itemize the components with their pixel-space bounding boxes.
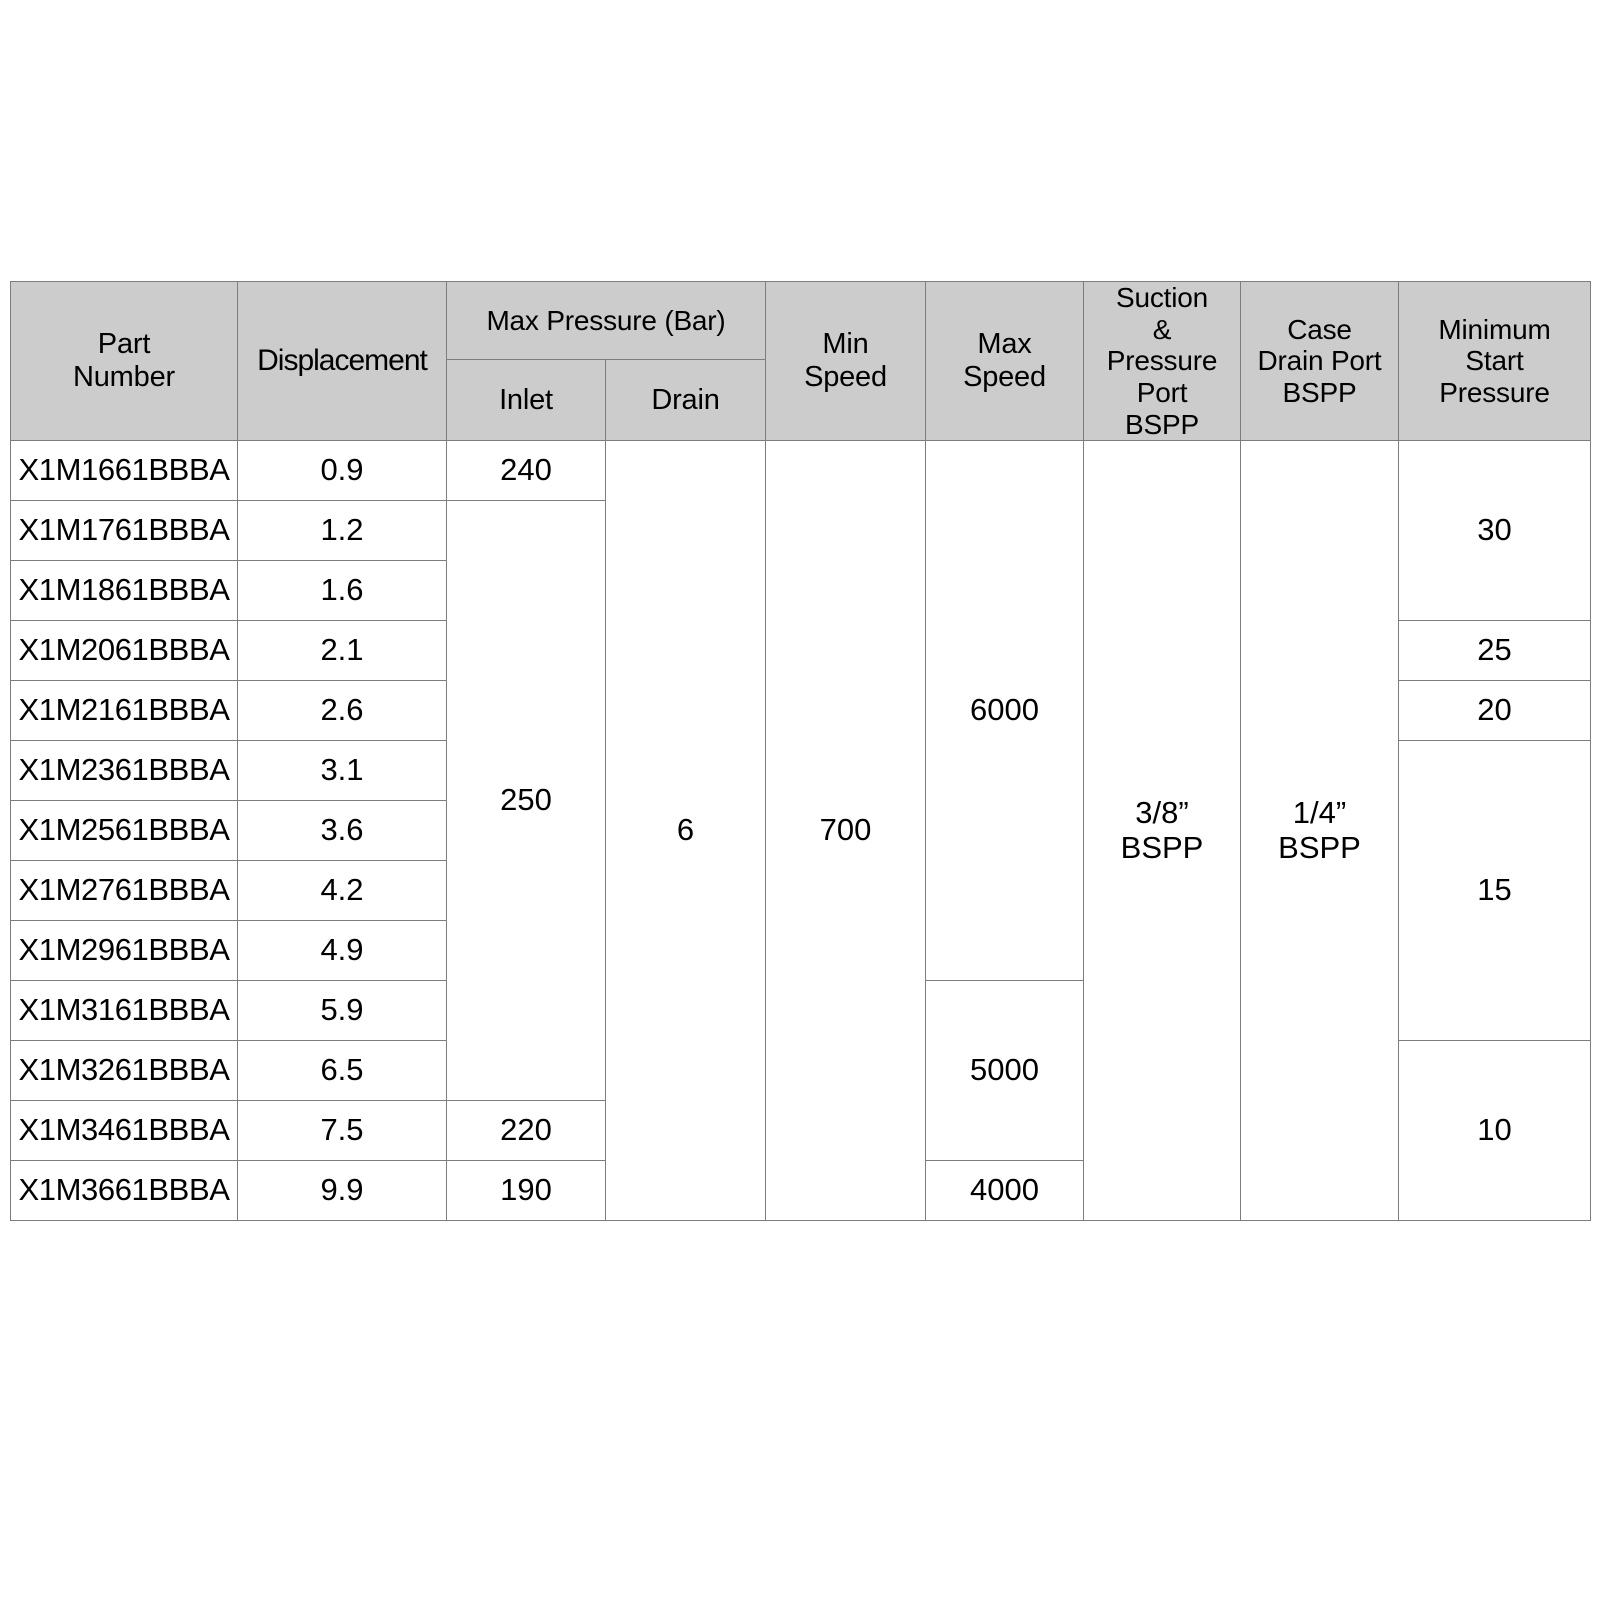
header-min-start-line3: Pressure bbox=[1439, 376, 1550, 408]
cell-case-drain-port bbox=[1241, 441, 1399, 1221]
header-min-speed-line2: Speed bbox=[804, 361, 887, 394]
header-max-speed-line1: Max bbox=[977, 328, 1032, 361]
cell-minimum-start-pressure: 15 bbox=[1399, 741, 1591, 1041]
cell-displacement: 4.2 bbox=[238, 861, 447, 921]
header-min-start-line2: Start bbox=[1465, 345, 1524, 377]
cell-part-number: X1M2061BBBA bbox=[11, 621, 238, 681]
cell-displacement: 0.9 bbox=[238, 441, 447, 501]
cell-suction-line2: BSPP bbox=[1120, 829, 1204, 865]
cell-minimum-start-pressure: 30 bbox=[1399, 441, 1591, 621]
header-row-1 bbox=[11, 282, 1591, 360]
cell-minimum-start-pressure: 25 bbox=[1399, 621, 1591, 681]
header-case-drain-port bbox=[1241, 282, 1399, 441]
cell-displacement: 5.9 bbox=[238, 981, 447, 1041]
cell-displacement: 1.2 bbox=[238, 501, 447, 561]
cell-displacement: 4.9 bbox=[238, 921, 447, 981]
cell-minimum-start-pressure: 20 bbox=[1399, 681, 1591, 741]
hydraulic-pump-specification-table bbox=[10, 281, 1591, 1221]
header-min-speed-line1: Min bbox=[822, 328, 869, 361]
header-part-number-line1: Part bbox=[97, 328, 151, 361]
header-minimum-start-pressure bbox=[1399, 282, 1591, 441]
header-case-drain-line2: Drain Port bbox=[1257, 345, 1382, 377]
header-max-speed-line2: Speed bbox=[963, 361, 1046, 394]
cell-part-number: X1M1661BBBA bbox=[11, 441, 238, 501]
cell-drain: 6 bbox=[606, 441, 766, 1221]
cell-displacement: 2.6 bbox=[238, 681, 447, 741]
cell-displacement: 2.1 bbox=[238, 621, 447, 681]
cell-part-number: X1M2961BBBA bbox=[11, 921, 238, 981]
table-row bbox=[11, 441, 1591, 501]
table-body bbox=[11, 441, 1591, 1221]
header-suction-line5: BSPP bbox=[1125, 408, 1199, 440]
cell-displacement: 3.6 bbox=[238, 801, 447, 861]
header-inlet: Inlet bbox=[447, 360, 606, 441]
cell-part-number: X1M2361BBBA bbox=[11, 741, 238, 801]
cell-part-number: X1M1761BBBA bbox=[11, 501, 238, 561]
cell-displacement: 6.5 bbox=[238, 1041, 447, 1101]
cell-part-number: X1M3161BBBA bbox=[11, 981, 238, 1041]
cell-max-speed: 5000 bbox=[926, 981, 1084, 1161]
cell-displacement: 1.6 bbox=[238, 561, 447, 621]
header-suction-line2: & bbox=[1152, 313, 1172, 345]
header-part-number bbox=[11, 282, 238, 441]
cell-part-number: X1M1861BBBA bbox=[11, 561, 238, 621]
cell-part-number: X1M2761BBBA bbox=[11, 861, 238, 921]
cell-inlet: 250 bbox=[447, 501, 606, 1101]
cell-part-number: X1M3261BBBA bbox=[11, 1041, 238, 1101]
header-min-start-line1: Minimum bbox=[1438, 313, 1551, 345]
header-displacement: Displacement bbox=[238, 282, 447, 441]
cell-part-number: X1M2561BBBA bbox=[11, 801, 238, 861]
cell-displacement: 7.5 bbox=[238, 1101, 447, 1161]
header-suction-line1: Suction bbox=[1116, 282, 1208, 313]
header-max-pressure-group: Max Pressure (Bar) bbox=[447, 282, 766, 360]
cell-displacement: 9.9 bbox=[238, 1161, 447, 1221]
cell-case-drain-line1: 1/4” bbox=[1292, 794, 1347, 830]
header-case-drain-line3: BSPP bbox=[1282, 376, 1357, 408]
header-suction-line4: Port bbox=[1136, 376, 1188, 408]
table-header bbox=[11, 282, 1591, 441]
cell-case-drain-line2: BSPP bbox=[1278, 829, 1361, 865]
header-suction-pressure-port bbox=[1084, 282, 1241, 441]
cell-part-number: X1M2161BBBA bbox=[11, 681, 238, 741]
header-part-number-line2: Number bbox=[73, 361, 175, 394]
cell-inlet: 220 bbox=[447, 1101, 606, 1161]
cell-inlet: 240 bbox=[447, 441, 606, 501]
cell-max-speed: 6000 bbox=[926, 441, 1084, 981]
cell-part-number: X1M3661BBBA bbox=[11, 1161, 238, 1221]
header-case-drain-line1: Case bbox=[1287, 313, 1352, 345]
cell-inlet: 190 bbox=[447, 1161, 606, 1221]
header-max-speed bbox=[926, 282, 1084, 441]
header-drain: Drain bbox=[606, 360, 766, 441]
cell-max-speed: 4000 bbox=[926, 1161, 1084, 1221]
cell-part-number: X1M3461BBBA bbox=[11, 1101, 238, 1161]
cell-minimum-start-pressure: 10 bbox=[1399, 1041, 1591, 1221]
cell-suction-pressure-port bbox=[1084, 441, 1241, 1221]
header-suction-line3: Pressure bbox=[1106, 345, 1218, 377]
cell-displacement: 3.1 bbox=[238, 741, 447, 801]
cell-suction-line1: 3/8” bbox=[1135, 794, 1189, 830]
cell-min-speed: 700 bbox=[766, 441, 926, 1221]
header-min-speed bbox=[766, 282, 926, 441]
